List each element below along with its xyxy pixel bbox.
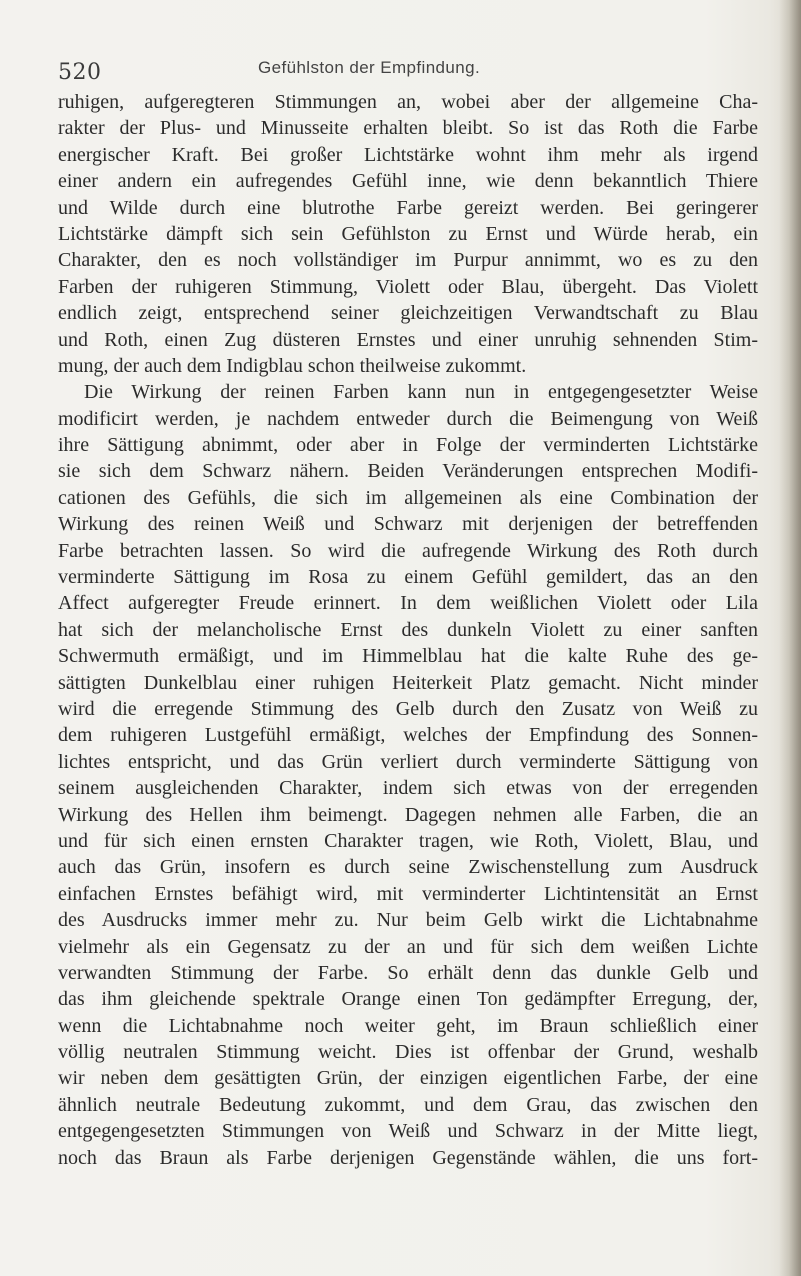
text-line: Wirkung des reinen Weiß und Schwarz mit derjenigen der betreffenden <box>58 513 758 536</box>
text-line: cationen des Gefühls, die sich im allgemeinen als eine Combination der <box>58 486 758 509</box>
text-line: energischer Kraft. Bei großer Lichtstärke wohnt ihm mehr als irgend <box>58 143 758 166</box>
page-header <box>58 58 758 92</box>
paragraph-start: Die Wirkung der reinen Farben kann nun in entgegengesetzter Weise <box>84 381 758 404</box>
text-line: vielmehr als ein Gegensatz zu der an und für sich dem weißen Lichte <box>58 935 758 958</box>
text-line: einfachen Ernstes befähigt wird, mit verminderter Lichtintensität an Ernst <box>58 882 758 905</box>
text-line: völlig neutralen Stimmung weicht. Dies ist offenbar der Grund, weshalb <box>58 1041 758 1064</box>
text-line: entgegengesetzten Stimmungen von Weiß und Schwarz in der Mitte liegt, <box>58 1120 758 1143</box>
text-line: lichtes entspricht, und das Grün verliert durch verminderte Sättigung von <box>58 750 758 773</box>
text-line: einer andern ein aufregendes Gefühl inne, wie denn bekanntlich Thiere <box>58 170 758 193</box>
text-line: Schwermuth ermäßigt, und im Himmelblau hat die kalte Ruhe des ge- <box>58 645 758 668</box>
text-line: sättigten Dunkelblau einer ruhigen Heiterkeit Platz gemacht. Nicht minder <box>58 671 758 694</box>
page-edge-shadow <box>779 0 801 1276</box>
text-line: modificirt werden, je nachdem entweder durch die Beimengung von Weiß <box>58 407 758 430</box>
body-text <box>58 89 758 1171</box>
text-line: wenn die Lichtabnahme noch weiter geht, im Braun schließlich einer <box>58 1014 758 1037</box>
text-line: wird die erregende Stimmung des Gelb durch den Zusatz von Weiß zu <box>58 697 758 720</box>
text-line: ähnlich neutrale Bedeutung zukommt, und dem Grau, das zwischen den <box>58 1093 758 1116</box>
text-line: und für sich einen ernsten Charakter tragen, wie Roth, Violett, Blau, und <box>58 829 758 852</box>
text-line: rakter der Plus- und Minusseite erhalten bleibt. So ist das Roth die Farbe <box>58 117 758 140</box>
text-line: auch das Grün, insofern es durch seine Zwischenstellung zum Ausdruck <box>58 856 758 879</box>
text-line: ihre Sättigung abnimmt, oder aber in Folge der verminderten Lichtstärke <box>58 434 758 457</box>
text-line: Charakter, den es noch vollständiger im Purpur annimmt, wo es zu den <box>58 249 758 272</box>
text-line: und Wilde durch eine blutrothe Farbe gereizt werden. Bei geringerer <box>58 196 758 219</box>
text-line: verminderte Sättigung im Rosa zu einem Gefühl gemildert, das an den <box>58 566 758 589</box>
page-number: 520 <box>58 60 102 85</box>
text-line: seinem ausgleichenden Charakter, indem sich etwas von der erregenden <box>58 777 758 800</box>
text-line: Wirkung des Hellen ihm beimengt. Dagegen nehmen alle Farben, die an <box>58 803 758 826</box>
text-line: endlich zeigt, entsprechend seiner gleichzeitigen Verwandtschaft zu Blau <box>58 302 758 325</box>
text-line: Farben der ruhigeren Stimmung, Violett oder Blau, übergeht. Das Violett <box>58 275 758 298</box>
text-line: mung, der auch dem Indigblau schon theilweise zukommt. <box>58 354 527 377</box>
text-line: und Roth, einen Zug düsteren Ernstes und einer unruhig sehnenden Stim- <box>58 328 758 351</box>
running-title: Gefühlston der Empfindung. <box>258 58 481 77</box>
text-line: das ihm gleichende spektrale Orange einen Ton gedämpfter Erregung, der, <box>58 988 758 1011</box>
text-line: sie sich dem Schwarz nähern. Beiden Veränderungen entsprechen Modifi- <box>58 460 758 483</box>
text-line: hat sich der melancholische Ernst des dunkeln Violett zu einer sanften <box>58 618 758 641</box>
text-line: des Ausdrucks immer mehr zu. Nur beim Gelb wirkt die Lichtabnahme <box>58 909 758 932</box>
text-line: dem ruhigeren Lustgefühl ermäßigt, welches der Empfindung des Sonnen- <box>58 724 758 747</box>
text-line: Lichtstärke dämpft sich sein Gefühlston zu Ernst und Würde herab, ein <box>58 222 758 245</box>
text-line: Farbe betrachten lassen. So wird die aufregende Wirkung des Roth durch <box>58 539 758 562</box>
text-line: Affect aufgeregter Freude erinnert. In dem weißlichen Violett oder Lila <box>58 592 758 615</box>
text-line: ruhigen, aufgeregteren Stimmungen an, wobei aber der allgemeine Cha- <box>58 91 758 113</box>
text-line: noch das Braun als Farbe derjenigen Gegenstände wählen, die uns fort- <box>58 1146 758 1169</box>
text-line: verwandten Stimmung der Farbe. So erhält denn das dunkle Gelb und <box>58 961 758 984</box>
text-line: wir neben dem gesättigten Grün, der einzigen eigentlichen Farbe, der eine <box>58 1067 758 1090</box>
